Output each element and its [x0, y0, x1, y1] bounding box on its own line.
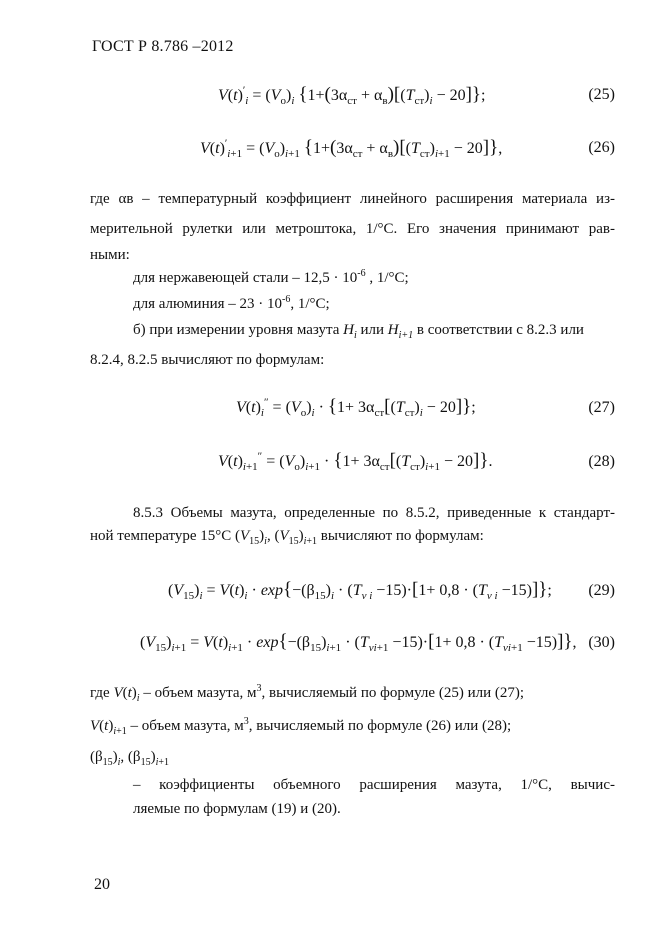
where-line-3-text: – коэффициенты объемного расширения мазута, 1/°С, вычис-: [133, 777, 615, 793]
where-line-4: ляемые по формулам (19) и (20).: [133, 801, 341, 817]
where-line-2: $V(t)_{i+1}$ – объем мазута, $м^3$, вычисляемый по формуле (26) или (28);: [90, 716, 512, 737]
section-853-line-1: 8.5.3 Объемы мазута, определенные по 8.5.2, приведенные к стандарт-: [133, 505, 615, 521]
item-b-line-2: 8.2.4, 8.2.5 вычисляют по формулам:: [90, 352, 325, 368]
aluminium-value: для алюминия – $23 \cdot 10^{-6}$, 1/°С;: [133, 294, 330, 312]
item-b-line-1: б) при измерении уровня мазута $H_i$ или $H_{i+1}$ в соответствии с 8.2.3 или: [133, 322, 584, 341]
where-line-1: где $V(t)_i$ – объем мазута, $м^3$, вычисляемый по формуле (25) или (27);: [90, 683, 525, 704]
equation-30: $(V_{15})_{i+1} = V(t)_{i+1} \cdot \exp\{-(\beta_{15})_{i+1} \cdot (T_{vi+1} -15)\cdot[1+ 0,8 \cdot (T_{vi+1} -15)]\}$,: [140, 631, 577, 655]
equation-29: $(V_{15})_i = V(t)_i \cdot \exp\{-(\beta_{15})_i \cdot (T_{v i} -15)\cdot[1+ 0,8 \cdot (T_{v i} -15)]\}$;: [168, 579, 552, 603]
alpha-definition-line-2: мерительной рулетки или метроштока, 1/°С. Его значения принимают рав-: [90, 221, 615, 237]
section-853-line-2: ной температуре 15°С $(V_{15})_i$, $(V_{15})_{i+1}$ вычисляют по формулам:: [90, 528, 484, 547]
equation-27: $V(t)_i'' = (V_o)_i \cdot \{1+ 3\alpha_{ст}[(T_{ст})_i - 20]\}$;: [236, 396, 476, 420]
equation-28: $V(t)_{i+1}'' = (V_o)_{i+1} \cdot \{1+ 3\alpha_{ст}[(T_{ст})_{i+1} - 20]\}$.: [218, 450, 493, 474]
equation-number-30: (30): [588, 634, 615, 651]
page-number: 20: [94, 876, 110, 893]
equation-number-25: (25): [588, 86, 615, 103]
alpha-definition-line-3: ными:: [90, 247, 130, 263]
equation-number-28: (28): [588, 453, 615, 470]
equation-26: $V(t)'_{i+1} = (V_o)_{i+1}$ $\{1+(3\alpha_{ст} + \alpha_в)[(T_{ст})_{i+1} - 20]\}$,: [200, 137, 503, 161]
alpha-definition-line-1: где αв – температурный коэффициент линейного расширения материала из-: [90, 191, 615, 207]
document-header: ГОСТ Р 8.786 –2012: [92, 38, 234, 55]
equation-number-29: (29): [588, 582, 615, 599]
equation-number-27: (27): [588, 399, 615, 416]
equation-25: $V(t)'_i = (V_o)_i$ $\{1+(3\alpha_{ст} + \alpha_в)[(T_{ст})_i - 20]\}$;: [218, 84, 486, 108]
where-line-3-symbols: $(\beta_{15})_i$, $(\beta_{15})_{i+1}$: [90, 749, 169, 768]
steel-value: для нержавеющей стали – $12,5 \cdot 10^{-6}$ , 1/°С;: [133, 268, 409, 286]
equation-number-26: (26): [588, 139, 615, 156]
